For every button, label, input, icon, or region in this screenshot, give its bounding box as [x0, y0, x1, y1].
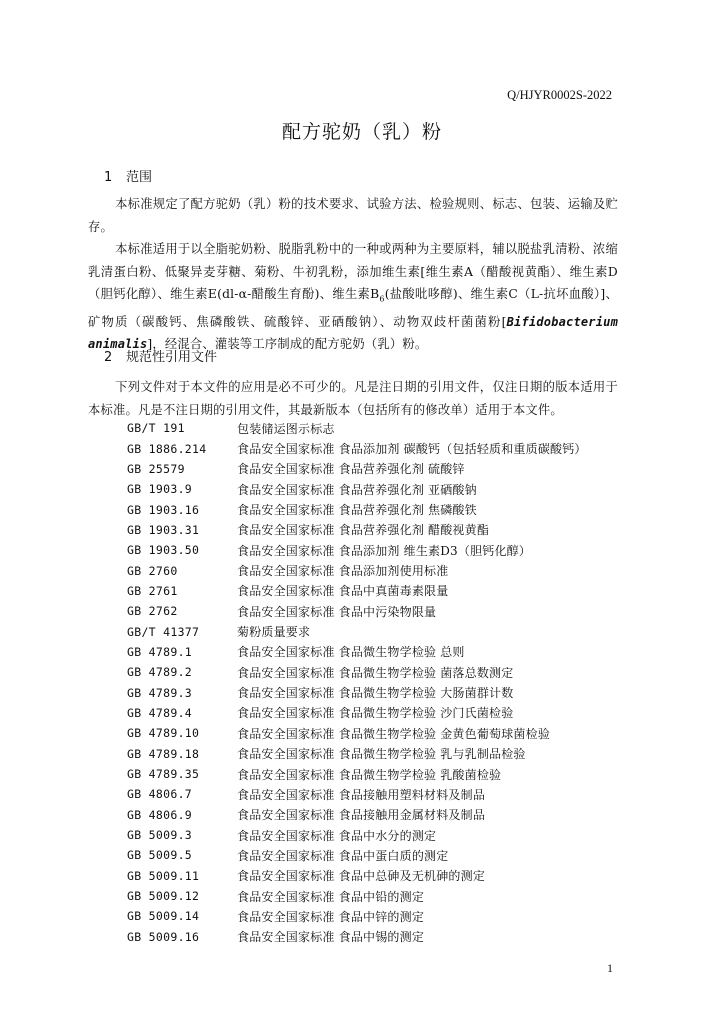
section-1-heading: [104, 166, 152, 185]
reference-list: [127, 418, 587, 947]
reference-code: GB 2762: [127, 604, 178, 619]
reference-title: 菊粉质量要求: [237, 625, 311, 640]
reference-item: [127, 499, 587, 519]
reference-title: 食品安全国家标准 食品营养强化剂 亚硒酸钠: [237, 482, 477, 497]
reference-title: 食品安全国家标准 食品添加剂 碳酸钙（包括轻质和重质碳酸钙）: [237, 442, 587, 457]
scope-text-1: 本标准规定了配方驼奶（乳）粉的技术要求、试验方法、检验规则、标志、包装、运输及贮存。: [88, 197, 618, 234]
reference-code: GB 4806.9: [127, 807, 193, 822]
reference-item: [127, 662, 587, 682]
reference-title: 食品安全国家标准 食品微生物学检验 总则: [237, 645, 465, 660]
reference-title: 食品安全国家标准 食品微生物学检验 沙门氏菌检验: [237, 706, 514, 721]
reference-title: 食品安全国家标准 食品中真菌毒素限量: [237, 584, 449, 599]
reference-title: 食品安全国家标准 食品中水分的测定: [237, 828, 437, 843]
reference-code: GB 25579: [127, 461, 185, 476]
reference-title: 食品安全国家标准 食品添加剂使用标准: [237, 564, 449, 579]
document-title: 配方驼奶（乳）粉: [281, 121, 442, 143]
reference-code: GB 2761: [127, 583, 178, 598]
reference-code: GB/T 41377: [127, 624, 200, 639]
reference-title: 包装储运图示标志: [237, 421, 335, 436]
reference-title: 食品安全国家标准 食品中铅的测定: [237, 889, 425, 904]
scope-paragraph-1: [88, 193, 618, 238]
reference-title: 食品安全国家标准 食品微生物学检验 乳酸菌检验: [237, 767, 502, 782]
reference-title: 食品安全国家标准 食品接触用塑料材料及制品: [237, 787, 486, 802]
reference-item: [127, 805, 587, 825]
reference-code: GB 4789.10: [127, 726, 200, 741]
reference-title: 食品安全国家标准 食品营养强化剂 焦磷酸铁: [237, 503, 477, 518]
reference-item: [127, 581, 587, 601]
reference-title: 食品安全国家标准 食品微生物学检验 大肠菌群计数: [237, 686, 514, 701]
scope-paragraph-2: [88, 238, 618, 356]
scope-text-2c: ]，经混合、灌装等工序制成的配方驼奶（乳）粉。: [147, 337, 428, 352]
reference-title: 食品安全国家标准 食品中锌的测定: [237, 909, 425, 924]
references-intro-text: 下列文件对于本文件的应用是必不可少的。凡是注日期的引用文件，仅注日期的版本适用于本标准。凡是不注日期的引用文件，其最新版本（包括所有的修改单）适用于本文件。: [88, 380, 618, 417]
references-intro: [88, 376, 618, 421]
reference-code: GB 1903.16: [127, 502, 200, 517]
species-name: Bifidobacterium animalis: [88, 314, 618, 352]
scope-text-2b: (盐酸吡哆醇)、维生素C（L-抗坏血酸）]、矿物质（碳酸钙、焦磷酸铁、硫酸锌、亚硒酸钠）、动物双歧杆菌菌粉[: [88, 287, 618, 329]
reference-title: 食品安全国家标准 食品营养强化剂 醋酸视黄酯: [237, 523, 490, 538]
section-1-title: 范围: [126, 170, 153, 185]
vitamin-b-subscript: 6: [379, 294, 385, 304]
reference-code: GB 4806.7: [127, 787, 193, 802]
section-2-heading: [104, 346, 217, 365]
section-2-title: 规范性引用文件: [126, 350, 218, 365]
reference-title: 食品安全国家标准 食品接触用金属材料及制品: [237, 808, 486, 823]
reference-item: [127, 601, 587, 621]
reference-item: [127, 764, 587, 784]
reference-title: 食品安全国家标准 食品中蛋白质的测定: [237, 848, 449, 863]
reference-item: [127, 540, 587, 560]
reference-title: 食品安全国家标准 食品中锡的测定: [237, 930, 425, 945]
reference-item: [127, 927, 587, 947]
reference-item: [127, 438, 587, 458]
reference-item: [127, 906, 587, 926]
scope-text-2a: 本标准适用于以全脂驼奶粉、脱脂乳粉中的一种或两种为主要原料，辅以脱盐乳清粉、浓缩乳清蛋白粉、低聚异麦芽糖、菊粉、牛初乳粉，添加维生素[维生素A（醋酸视黄酯）、维生素D（胆钙化醇）、维生素E(dl-α-醋酸生育酚)、维生素B: [88, 242, 618, 301]
reference-code: GB 5009.12: [127, 889, 200, 904]
reference-item: [127, 703, 587, 723]
reference-item: [127, 886, 587, 906]
reference-code: GB 4789.4: [127, 705, 193, 720]
section-1-number: 1: [104, 170, 113, 185]
reference-item: [127, 744, 587, 764]
reference-item: [127, 866, 587, 886]
reference-code: GB 4789.3: [127, 685, 193, 700]
reference-title: 食品安全国家标准 食品中污染物限量: [237, 604, 437, 619]
page-number: 1: [607, 961, 613, 975]
reference-item: [127, 621, 587, 641]
reference-code: GB 4789.18: [127, 746, 200, 761]
reference-title: 食品安全国家标准 食品微生物学检验 乳与乳制品检验: [237, 747, 526, 762]
reference-title: 食品安全国家标准 食品微生物学检验 金黄色葡萄球菌检验: [237, 726, 551, 741]
reference-code: GB 1903.31: [127, 522, 200, 537]
reference-code: GB 5009.11: [127, 868, 200, 883]
reference-code: GB 5009.14: [127, 909, 200, 924]
reference-code: GB 4789.2: [127, 665, 193, 680]
reference-item: [127, 845, 587, 865]
reference-code: GB 4789.1: [127, 644, 193, 659]
reference-title: 食品安全国家标准 食品中总砷及无机砷的测定: [237, 869, 486, 884]
standard-number: Q/HJYR0002S-2022: [507, 88, 612, 102]
reference-item: [127, 825, 587, 845]
reference-code: GB 5009.5: [127, 848, 193, 863]
reference-code: GB 1886.214: [127, 441, 207, 456]
reference-code: GB/T 191: [127, 421, 185, 436]
section-2-number: 2: [104, 350, 113, 365]
reference-item: [127, 784, 587, 804]
reference-code: GB 5009.3: [127, 828, 193, 843]
reference-item: [127, 682, 587, 702]
reference-item: [127, 520, 587, 540]
reference-item: [127, 642, 587, 662]
reference-item: [127, 479, 587, 499]
reference-code: GB 2760: [127, 563, 178, 578]
reference-item: [127, 418, 587, 438]
reference-item: [127, 723, 587, 743]
reference-item: [127, 560, 587, 580]
reference-title: 食品安全国家标准 食品微生物学检验 菌落总数测定: [237, 665, 514, 680]
reference-code: GB 5009.16: [127, 929, 200, 944]
reference-item: [127, 459, 587, 479]
reference-code: GB 1903.50: [127, 543, 200, 558]
reference-title: 食品安全国家标准 食品营养强化剂 硫酸锌: [237, 462, 465, 477]
reference-code: GB 1903.9: [127, 482, 193, 497]
reference-title: 食品安全国家标准 食品添加剂 维生素D3（胆钙化醇）: [237, 543, 532, 558]
reference-code: GB 4789.35: [127, 767, 200, 782]
